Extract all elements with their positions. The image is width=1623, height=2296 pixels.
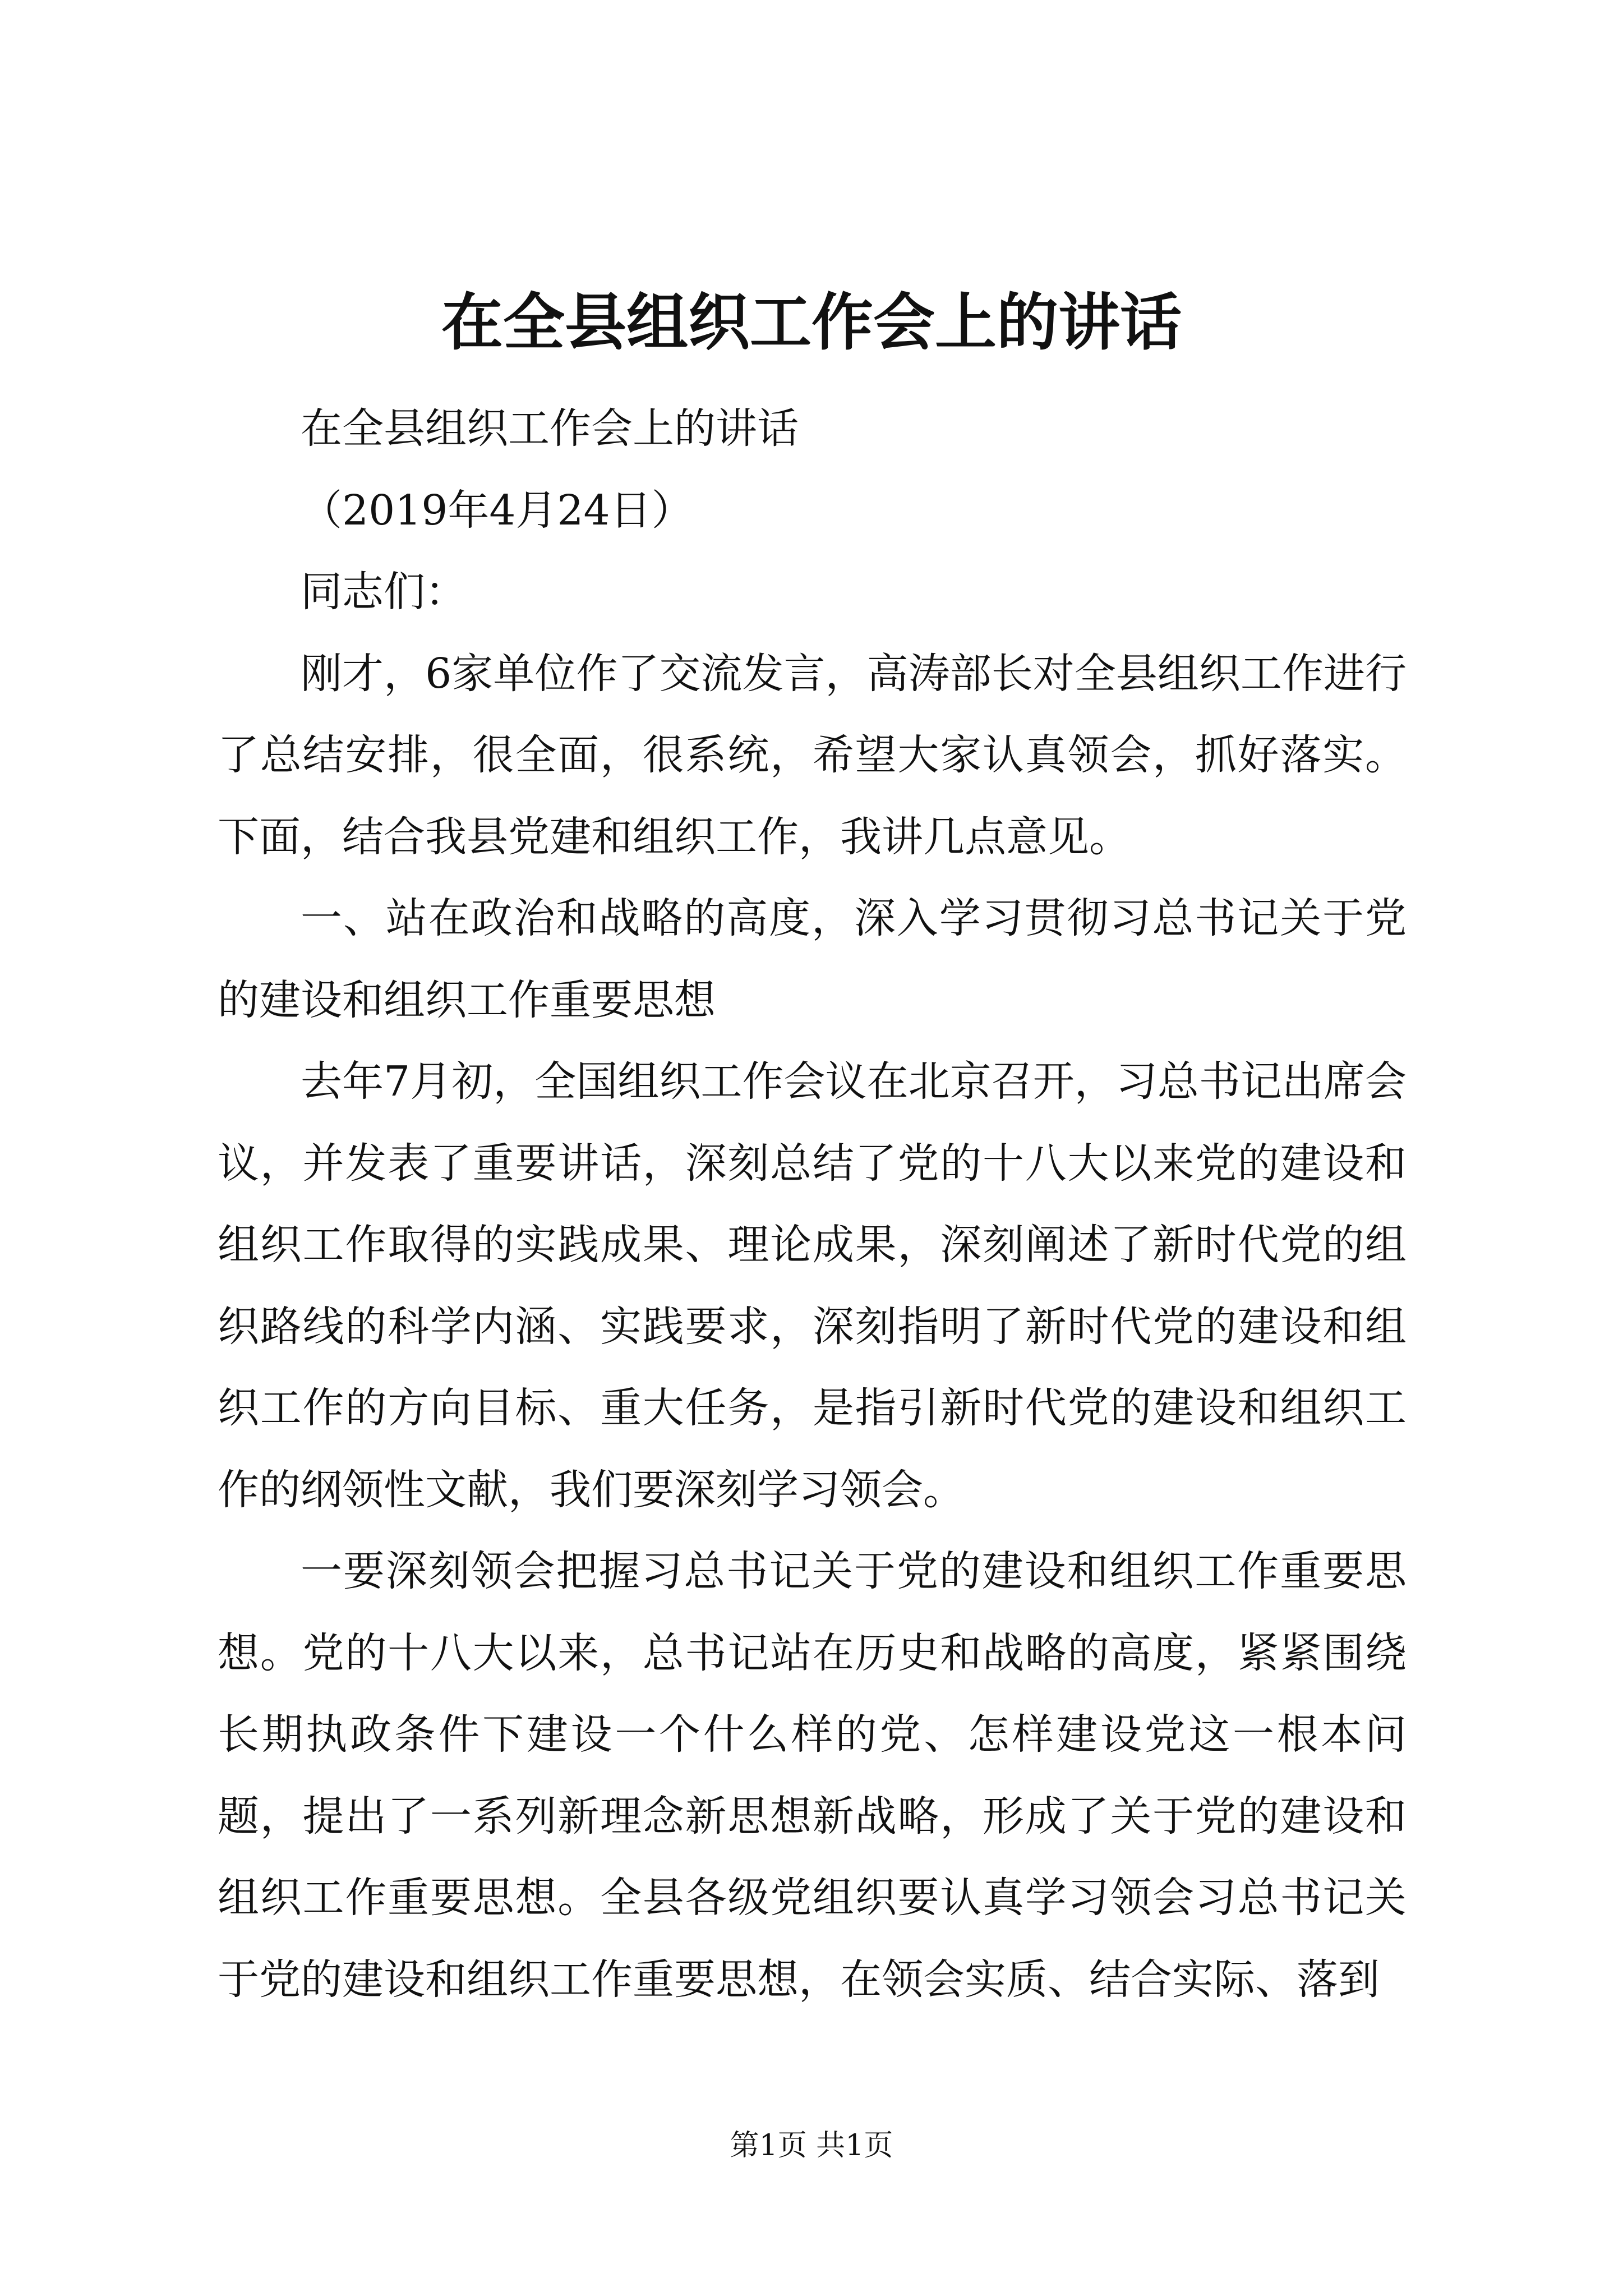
salutation: 同志们： <box>301 568 467 616</box>
body-paragraph: 刚才，6家单位作了交流发言，高涛部长对全县组织工作进行了总结安排，很全面，很系统，希望大家认真领会，抓好落实。下面，结合我县党建和组织工作，我讲几点意见。 <box>218 649 1407 861</box>
section-heading: 一、站在政治和战略的高度，深入学习贯彻习总书记关于党的建设和组织工作重要思想 <box>218 894 1407 1024</box>
body-subtitle: 在全县组织工作会上的讲话 <box>301 404 799 453</box>
page-footer: 第1页 共1页 <box>730 2129 893 2162</box>
speech-date: （2019年4月24日） <box>301 486 693 535</box>
body-paragraph: 去年7月初，全国组织工作会议在北京召开，习总书记出席会议，并发表了重要讲话，深刻总结了党的十八大以来党的建设和组织工作取得的实践成果、理论成果，深刻阐述了新时代党的组织路线的科学内涵、实践要求，深刻指明了新时代党的建设和组织工作的方向目标、重大任务，是指引新时代党的建设和组织工作的纲领性文献，我们要深刻学习领会。 <box>218 1057 1407 1514</box>
body-paragraph: 一要深刻领会把握习总书记关于党的建设和组织工作重要思想。党的十八大以来，总书记站在历史和战略的高度，紧紧围绕长期执政条件下建设一个什么样的党、怎样建设党这一根本问题，提出了一系列新理念新思想新战略，形成了关于党的建设和组织工作重要思想。全县各级党组织要认真学习领会习总书记关于党的建设和组织工作重要思想，在领会实质、结合实际、落到 <box>218 1547 1407 2004</box>
document-title: 在全县组织工作会上的讲话 <box>441 286 1182 358</box>
document-body <box>218 388 1407 2021</box>
